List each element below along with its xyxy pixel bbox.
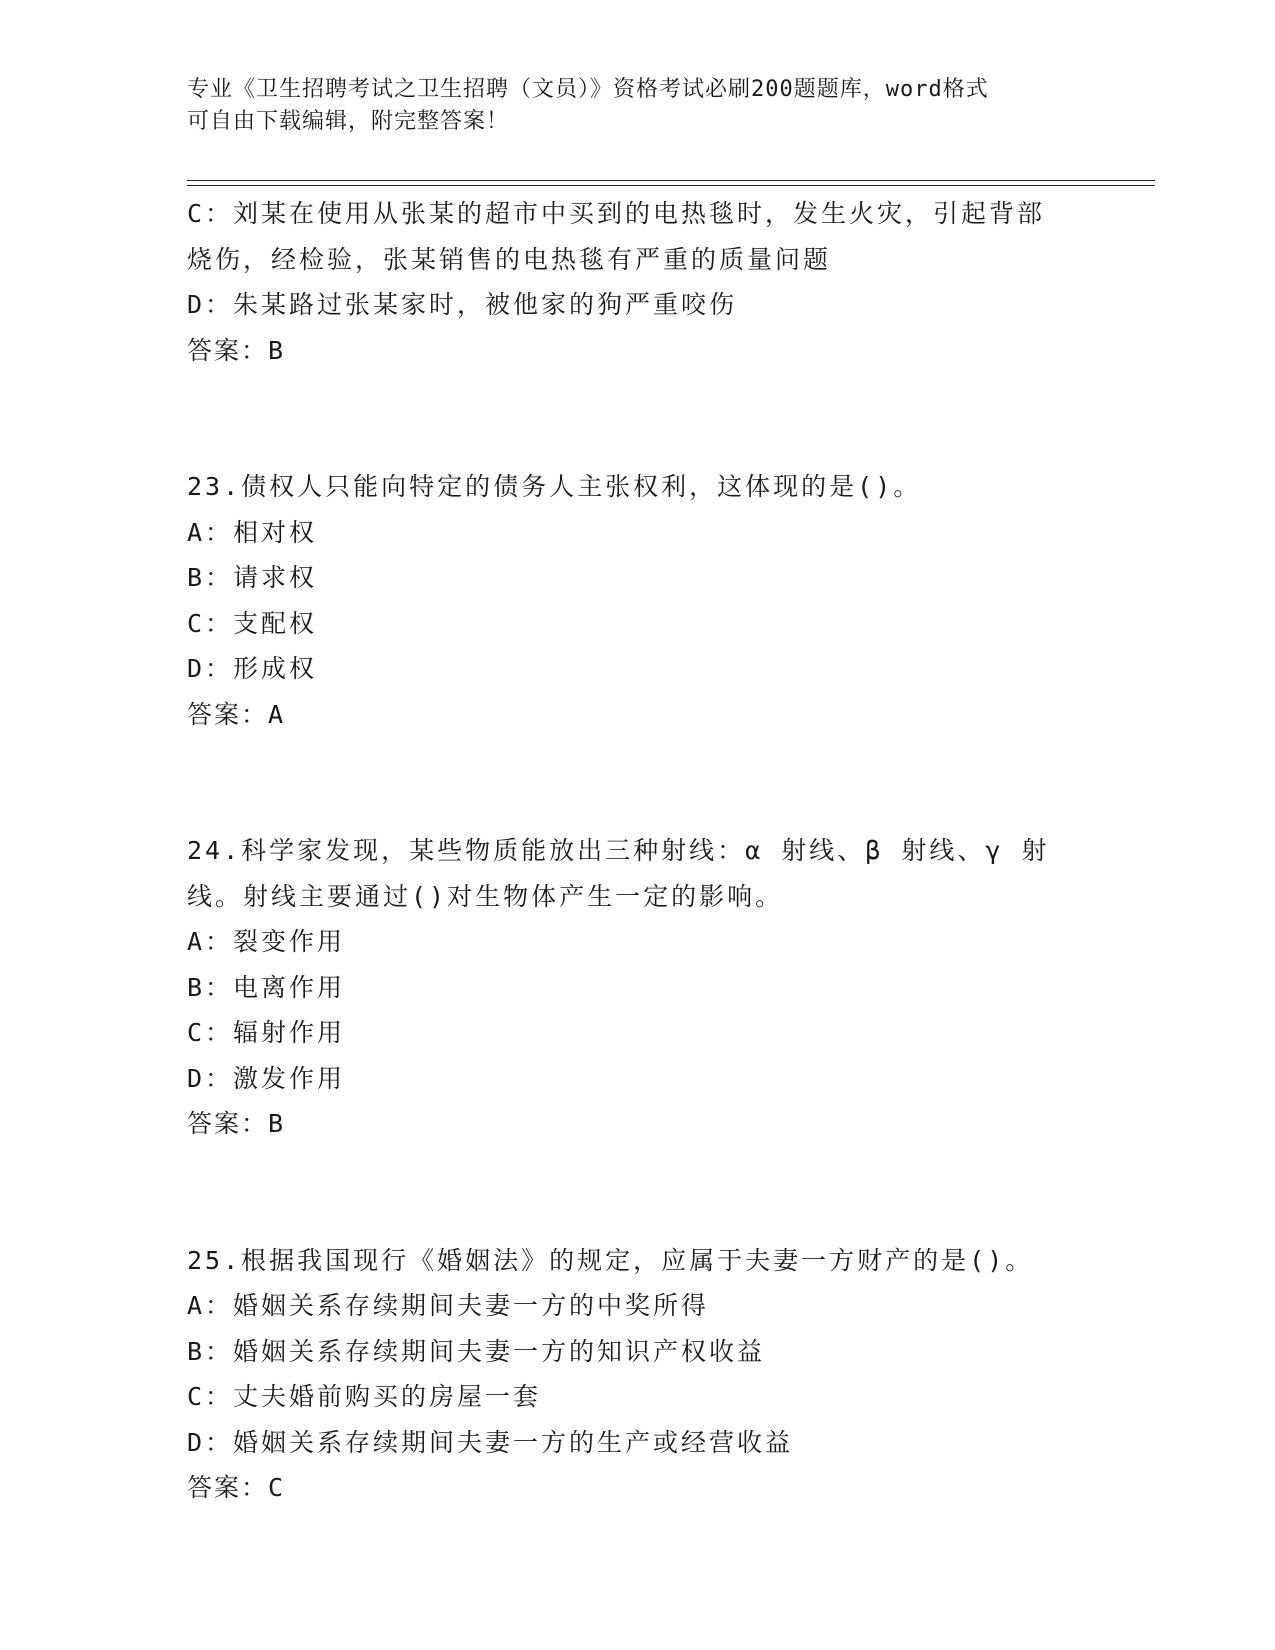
answer: 答案：B (187, 1109, 286, 1138)
option-a: A：裂变作用 (187, 927, 346, 956)
option-d: D：形成权 (187, 654, 318, 683)
option-c-line-2: 烧伤，经检验，张某销售的电热毯有严重的质量问题 (187, 244, 832, 274)
question-22-continuation (187, 191, 1087, 373)
option-c: C：支配权 (187, 608, 318, 638)
option-c: C：丈夫婚前购买的房屋一套 (187, 1382, 542, 1411)
question-24 (187, 828, 1087, 1147)
option-d: D：朱某路过张某家时，被他家的狗严重咬伤 (187, 290, 738, 319)
header-divider-bottom (187, 185, 1155, 186)
spacer (187, 373, 1087, 464)
option-b: B：电离作用 (187, 972, 346, 1002)
option-b: B：请求权 (187, 563, 318, 592)
question-stem-line-2: 线。射线主要通过()对生物体产生一定的影响。 (187, 881, 784, 911)
question-stem: 23.债权人只能向特定的债务人主张权利，这体现的是()。 (187, 472, 922, 501)
option-c: C：辐射作用 (187, 1018, 346, 1047)
header-divider-top (187, 180, 1155, 181)
answer: 答案：C (187, 1473, 286, 1502)
spacer (187, 737, 1087, 828)
document-header (187, 74, 1087, 138)
question-list (187, 191, 1087, 1511)
spacer (187, 1147, 1087, 1238)
option-d: D：激发作用 (187, 1063, 346, 1093)
option-a: A：相对权 (187, 517, 318, 547)
question-stem: 25.根据我国现行《婚姻法》的规定，应属于夫妻一方财产的是()。 (187, 1245, 1034, 1275)
option-b: B：婚姻关系存续期间夫妻一方的知识产权收益 (187, 1336, 766, 1366)
option-d: D：婚姻关系存续期间夫妻一方的生产或经营收益 (187, 1427, 794, 1457)
header-title-line-2: 可自由下载编辑，附完整答案！ (187, 109, 510, 134)
question-25 (187, 1238, 1087, 1511)
option-a: A：婚姻关系存续期间夫妻一方的中奖所得 (187, 1291, 710, 1320)
header-title-line-1: 专业《卫生招聘考试之卫生招聘（文员）》资格考试必刷200题题库，word格式 (187, 77, 989, 102)
option-c-line-1: C：刘某在使用从张某的超市中买到的电热毯时，发生火灾，引起背部 (187, 199, 1046, 228)
answer: 答案：A (187, 699, 286, 729)
answer: 答案：B (187, 335, 286, 365)
question-stem-line-1: 24.科学家发现，某些物质能放出三种射线：α 射线、β 射线、γ 射 (187, 836, 1050, 865)
question-23 (187, 464, 1087, 737)
